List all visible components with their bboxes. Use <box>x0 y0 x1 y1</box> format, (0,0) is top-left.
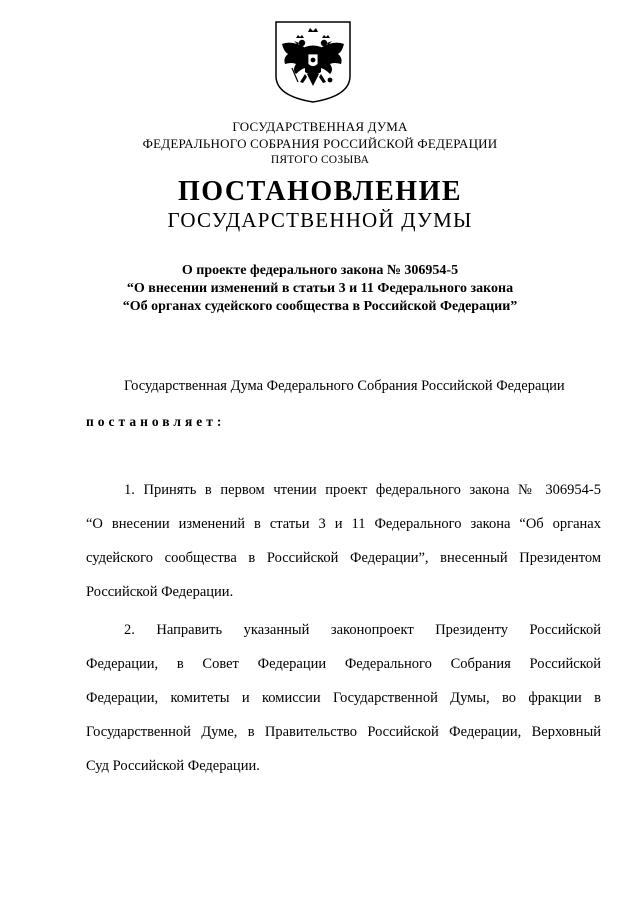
subject-line2: “О внесении изменений в статьи 3 и 11 Федерального закона <box>126 281 514 296</box>
resolves-word: постановляет: <box>86 414 226 429</box>
item2-line3: Федерации, комитеты и комиссии Государственной Думы, во фракции в <box>86 690 601 706</box>
document-type-title: ПОСТАНОВЛЕНИЕ <box>177 176 463 207</box>
convocation: ПЯТОГО СОЗЫВА <box>270 154 370 166</box>
subject-line3: “Об органах судейского сообщества в Российской Федерации” <box>122 299 518 314</box>
document-type-subtitle: ГОСУДАРСТВЕННОЙ ДУМЫ <box>167 208 473 232</box>
item1-line4: Российской Федерации. <box>86 584 234 600</box>
item2-line2: Федерации, в Совет Федерации Федерального Собрания Российской <box>86 656 601 672</box>
item1-line1: 1. Принять в первом чтении проект федерального закона № 306954-5 <box>124 482 601 498</box>
org-name-line1: ГОСУДАРСТВЕННАЯ ДУМА <box>232 119 408 134</box>
item2-line4: Государственной Думе, в Правительство Российской Федерации, Верховный <box>86 724 601 740</box>
preamble-text: Государственная Дума Федерального Собрания Российской Федерации <box>124 378 565 394</box>
org-name-line2: ФЕДЕРАЛЬНОГО СОБРАНИЯ РОССИЙСКОЙ ФЕДЕРАЦИИ <box>142 136 498 151</box>
item2-line5: Суд Российской Федерации. <box>86 758 260 774</box>
subject-line1: О проекте федерального закона № 306954-5 <box>181 263 459 278</box>
item2-line1: 2. Направить указанный законопроект Президенту Российской <box>124 622 601 638</box>
item1-line2: “О внесении изменений в статьи 3 и 11 Федерального закона “Об органах <box>86 516 601 532</box>
double-headed-eagle-emblem-icon <box>272 20 354 104</box>
item1-line3: судейского сообщества в Российской Федерации”, внесенный Президентом <box>86 550 601 566</box>
